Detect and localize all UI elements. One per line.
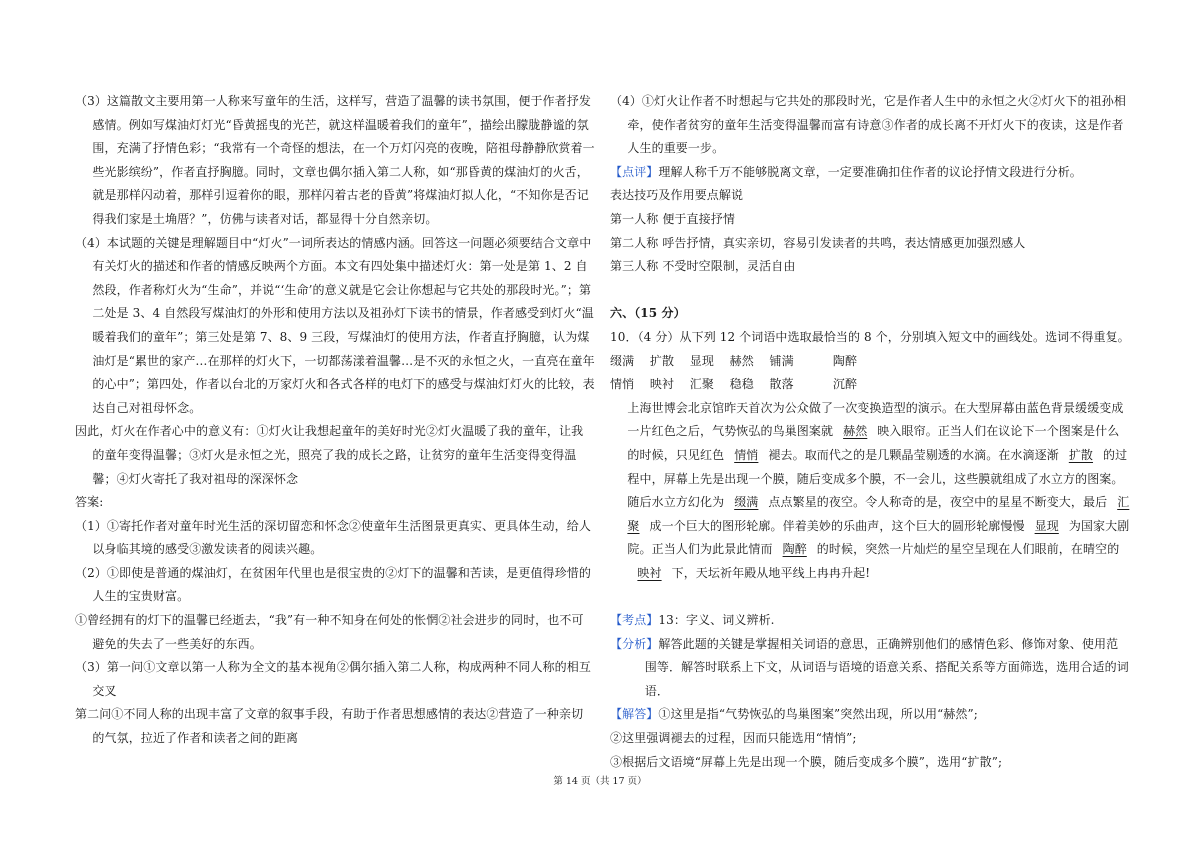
exam-point-tag: 【考点】 <box>610 613 659 628</box>
word: 汇聚 <box>689 377 714 392</box>
answer-item-2: （2）①即使是普通的煤油灯，在贫困年代里也是很宝贵的②灯下的温馨和苦读，是更值得珍惜的人生的宝贵财富。 <box>75 565 591 604</box>
word: 沉醉 <box>832 377 858 392</box>
word: 赫然 <box>729 353 754 368</box>
filled-blank-4: 缀满 <box>734 495 759 510</box>
answer-heading: 答案: <box>75 495 104 510</box>
left-column <box>75 90 595 751</box>
passage-text: 褪去。取而代之的是几颗晶莹剔透的水滴。在水滴逐渐 <box>768 447 1059 462</box>
word: 映衬 <box>649 377 675 392</box>
passage-text: 成一个巨大的图形轮廓。伴着美妙的乐曲声，这个巨大的圆形轮廓慢慢 <box>649 518 1025 533</box>
third-person-row: 第三人称 不受时空限制，灵活自由 <box>610 259 796 274</box>
filled-blank-3: 扩散 <box>1068 447 1094 462</box>
passage-text: 的时候，突然一片灿烂的星空呈现在人们眼前，在晴空的 <box>816 542 1120 557</box>
word-bank-row-1 <box>610 350 1130 374</box>
answer-paragraph-4: （4）本试题的关键是理解题目中“灯火”一词所表达的情感内涵。回答这一问题必须要结合文章中有关灯火的描述和作者的情感反映两个方面。本文有四处集中描述灯火：第一处是第 1、2 自然段，作者称灯火为“生命”，并说“‘生命’的意义就是它会让你想起与它共处的那段时光。”；第二处是 3、4 自然段写煤油灯的外形和使用方法以及祖孙灯下读书的情景，作者感受到灯火“温暖着我们的童年”；第三处是第 7、8、9 三段，写煤油灯的使用方法，作者直抒胸臆，认为煤油灯是“累世的家产…在那样的灯火下，一切都荡漾着温馨…是不灭的永恒之火，一直亮在童年的心中”；第四处，作者以台北的万家灯火和各式各样的电灯下的感受与煤油灯灯火的比较，表达自己对祖母怀念。 <box>75 235 595 415</box>
passage-text: 为国家大剧院。正当人们为此景此情而 <box>627 518 1130 557</box>
page-number: 第 14 页（共 17 页） <box>553 776 647 787</box>
section-heading: 六、（15 分） <box>610 306 686 321</box>
exam-point-text: 13：字义、词义辨析. <box>658 613 775 628</box>
analysis-text: 解答此题的关键是掌握相关词语的意思，正确辨别他们的感情色彩、修饰对象、使用范围等．解答时联系上下文，从词语与语境的语意关系、搭配关系等方面筛选，选用合适的词语． <box>644 636 1129 698</box>
solution-text-1: ①这里是指“气势恢弘的鸟巢图案”突然出现，所以用“赫然”; <box>658 707 978 722</box>
fill-in-passage <box>610 397 1130 586</box>
passage-text: 映入眼帘。正当人们在议论下一个图案是什么的时候，只见红色 <box>627 424 1120 462</box>
question-10: 10．（4 分）从下列 12 个词语中选取最恰当的 8 个，分别填入短文中的画线处。选词不得重复。 <box>610 329 1130 344</box>
answer-item-4: （4）①灯火让作者不时想起与它共处的那段时光，它是作者人生中的永恒之火②灯火下的祖孙相牵，使作者贫穷的童年生活变得温馨而富有诗意③作者的成长离不开灯火下的夜读，这是作者人生的重要一步。 <box>610 94 1126 156</box>
answer-item-1: （1）①寄托作者对童年时光生活的深切留恋和怀念②使童年生活图景更真实、更具体生动，给人以身临其境的感受③激发读者的阅读兴趣。 <box>75 518 591 557</box>
solution-text-3: ③根据后文语境“屏幕上先是出现一个膜，随后变成多个膜”，选用“扩散”; <box>610 754 1003 769</box>
word: 缀满 <box>610 353 635 368</box>
solution-text-2: ②这里强调褪去的过程，因而只能选用“情悄”; <box>610 731 857 746</box>
passage-text: 下，天坛祈年殿从地平线上冉冉升起! <box>671 565 871 580</box>
word: 显现 <box>689 353 714 368</box>
word: 散落 <box>769 377 794 392</box>
first-person-row: 第一人称 便于直接抒情 <box>610 211 735 226</box>
analysis-tag: 【分析】 <box>610 636 659 651</box>
filled-blank-5: 汇聚 <box>627 495 1130 533</box>
comment-paragraph <box>610 161 1130 185</box>
filled-blank-1: 赫然 <box>843 424 868 439</box>
passage-text: 点点繁星的夜空。令人称奇的是，夜空中的星星不断变大，最后 <box>768 495 1108 510</box>
second-person-row: 第二人称 呼告抒情，真实亲切，容易引发读者的共鸣，表达情感更加强烈感人 <box>610 235 1026 250</box>
technique-title: 表达技巧及作用要点解说 <box>610 188 744 203</box>
solution-tag: 【解答】 <box>610 707 659 722</box>
comment-text: 理解人称千万不能够脱离文章，一定要准确扣住作者的议论抒情文段进行分析。 <box>658 164 1082 179</box>
word: 稳稳 <box>729 377 754 392</box>
comment-tag: 【点评】 <box>610 164 659 179</box>
word: 铺满 <box>769 353 794 368</box>
analysis-paragraph <box>610 633 1130 704</box>
solution-paragraph <box>610 703 1130 727</box>
passage-text: 的过程中，屏幕上先是出现一个膜，随后变成多个膜，不一会儿，这些膜就组成了水立方的图案。随后水立方幻化为 <box>627 447 1128 510</box>
filled-blank-2: 情悄 <box>734 447 759 462</box>
filled-blank-7: 陶醉 <box>782 542 807 557</box>
filled-blank-6: 显现 <box>1034 518 1059 533</box>
word: 情悄 <box>610 377 635 392</box>
right-column <box>610 90 1130 774</box>
answer-item-3-second: 第二问①不同人称的出现丰富了文章的叙事手段，有助于作者思想感情的表达②营造了一种亲切的气氛，拉近了作者和读者之间的距离 <box>75 707 584 746</box>
word: 扩散 <box>649 353 675 368</box>
filled-blank-8: 映衬 <box>637 565 662 580</box>
word-bank-row-2 <box>610 373 1130 397</box>
word: 陶醉 <box>832 353 858 368</box>
lamp-meaning-paragraph: 因此，灯火在作者心中的意义有：①灯火让我想起童年的美好时光②灯火温暖了我的童年，让我的童年变得温馨；③灯火是永恒之光，照亮了我的成长之路，让贫穷的童年生活变得变得温馨；④灯火寄托了我对祖母的深深怀念 <box>75 424 584 486</box>
passage-text: 上海世博会北京馆昨天首次为公众做了一次变换造型的演示。在大型屏幕由蓝色背景缓缓变成一片红色之后，气势恢弘的鸟巢图案就 <box>627 400 1124 439</box>
answer-paragraph-3: （3）这篇散文主要用第一人称来写童年的生活，这样写，营造了温馨的读书氛围，便于作者抒发感情。例如写煤油灯灯光“昏黄摇曳的光芒，就这样温暖着我们的童年”，描绘出朦胧静谧的氛围，充满了抒情色彩；“我常有一个奇怪的想法，在一个万灯闪亮的夜晚，陪祖母静静欣赏着一些光影缤纷”，作者直抒胸臆。同时，文章也偶尔插入第二人称，如“那昏黄的煤油灯的火舌，就是那样闪动着，那样引逗着你的眼，那样闪着古老的昏黄”将煤油灯拟人化，“不知你是否记得我们家是土埆厝？”，仿佛与读者对话，都显得十分自然亲切。 <box>75 94 595 226</box>
answer-item-3: （3）第一问①文章以第一人称为全文的基本视角②偶尔插入第二人称，构成两种不同人称的相互交叉 <box>75 660 591 698</box>
answer-item-2-sub: ①曾经拥有的灯下的温馨已经逝去，“我”有一种不知身在何处的怅惘②社会进步的同时，也不可避免的失去了一些美好的东西。 <box>75 613 584 651</box>
exam-point-paragraph <box>610 609 1130 633</box>
